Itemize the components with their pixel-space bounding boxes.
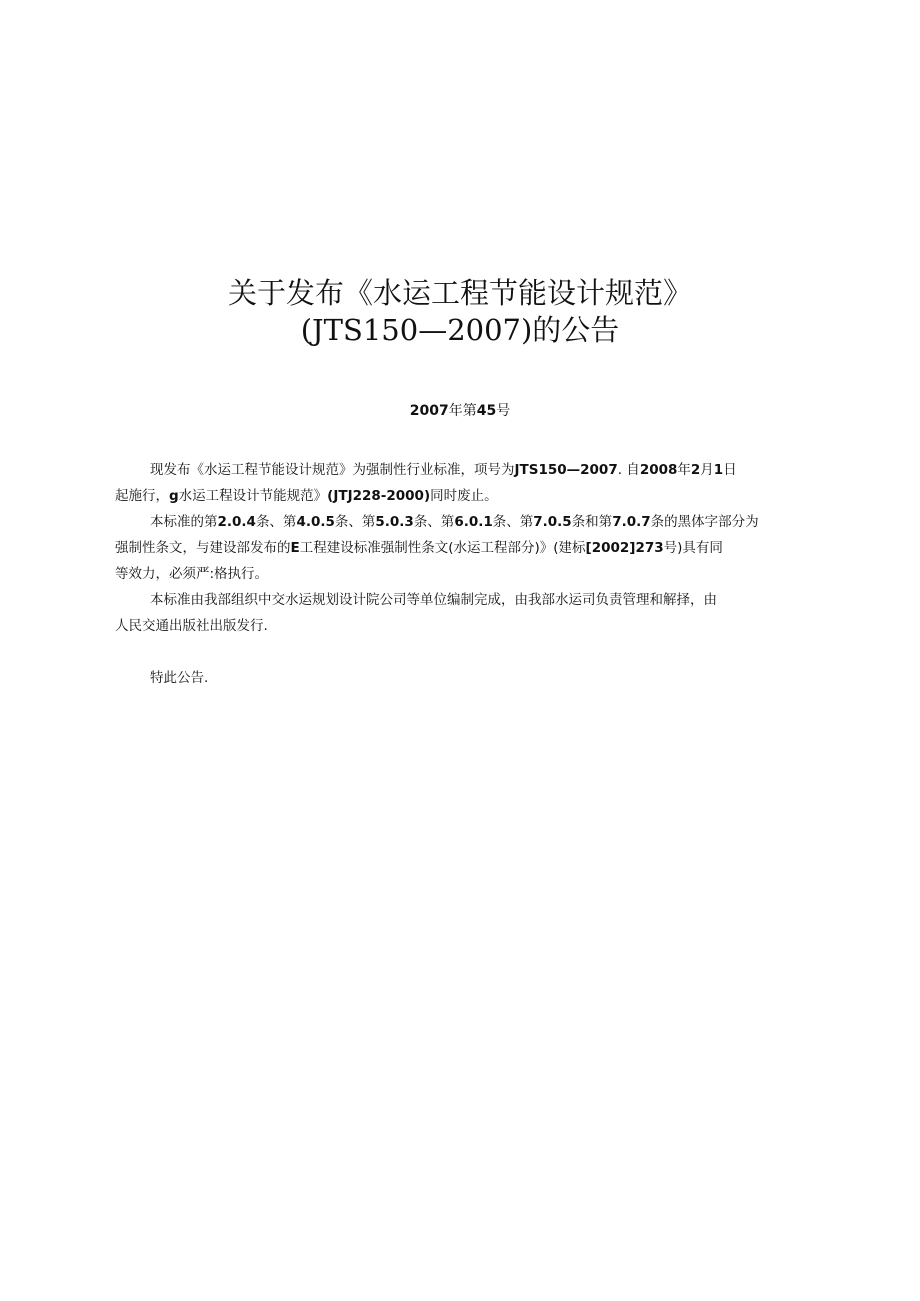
paragraph-2-line-2 [115, 535, 810, 561]
paragraph-2-line-1 [115, 509, 810, 535]
p2-c2: 4.0.5 [296, 514, 335, 530]
p2-c5: 7.0.5 [533, 514, 572, 530]
p2-t6: 条和第 [571, 514, 613, 530]
p2-t4: 条、第 [413, 514, 455, 530]
issue-text-2: 号 [496, 403, 511, 419]
p2-c6: 7.0.7 [612, 514, 651, 530]
title-line-2: (JTS150—2007)的公告 [300, 313, 620, 347]
p2-ref: [2002]273 [585, 540, 664, 556]
paragraph-2-line-3: 等效力，必须严:格执行。 [115, 566, 269, 582]
p1-text-a: 现发布《水运工程节能设计规范》为强制性行业标准，项号为 [150, 462, 515, 478]
paragraph-3-line-1: 本标准由我部组织中交水运规划设计院公司等单位编制完成，由我部水运司负责管理和解择，由 [150, 592, 717, 608]
p1-year: 2008 [639, 462, 678, 478]
p1-month: 2 [690, 462, 701, 478]
paragraph-3-line-2: 人民交通出版社出版发行. [115, 618, 268, 634]
p2-t2: 条、第 [255, 514, 297, 530]
p1-text-d: 水运工程设计节能规范》 [178, 488, 328, 504]
p2-E: E [290, 540, 300, 556]
p1-year-suffix: 年 [677, 462, 691, 478]
p1-text-b: . 自 [617, 462, 640, 478]
p2-t1: 本标准的第 [150, 514, 218, 530]
title-line-1: 关于发布《水运工程节能设计规范》 [227, 276, 692, 310]
p2-text-a: 强制性条文，与建设部发布的 [115, 540, 291, 556]
p2-c4: 6.0.1 [454, 514, 493, 530]
p2-c1: 2.0.4 [217, 514, 256, 530]
issue-num: 45 [476, 403, 497, 419]
p2-t7: 条的黑体字部分为 [650, 514, 759, 530]
p1-g: g [169, 488, 179, 504]
issue-number [0, 401, 920, 421]
p2-text-c: 号)具有同 [663, 540, 723, 556]
p1-code: JTS150—2007 [514, 462, 618, 478]
p2-text-b: 工程建设标准强制性条文(水运工程部分)》(建标 [299, 540, 586, 556]
paragraph-3 [115, 587, 810, 639]
p1-day: 1 [713, 462, 724, 478]
paragraph-1-line-2 [115, 483, 810, 509]
p1-old-code: (JTJ228-2000) [327, 488, 431, 504]
issue-year: 2007 [409, 403, 449, 419]
p1-text-e: 同时废止。 [430, 488, 498, 504]
paragraph-2 [115, 509, 810, 587]
paragraph-1 [115, 457, 810, 509]
p1-text-c: 起施行， [115, 488, 169, 504]
issue-text-1: 年第 [448, 403, 477, 419]
p1-month-suffix: 月 [700, 462, 714, 478]
p2-t5: 条、第 [492, 514, 534, 530]
paragraph-4-line-1: 特此公告. [150, 670, 209, 686]
paragraph-1-line-1 [115, 457, 810, 483]
p2-t3: 条、第 [334, 514, 376, 530]
p1-day-suffix: 日 [723, 462, 737, 478]
paragraph-4 [115, 665, 810, 691]
p2-c3: 5.0.3 [375, 514, 414, 530]
